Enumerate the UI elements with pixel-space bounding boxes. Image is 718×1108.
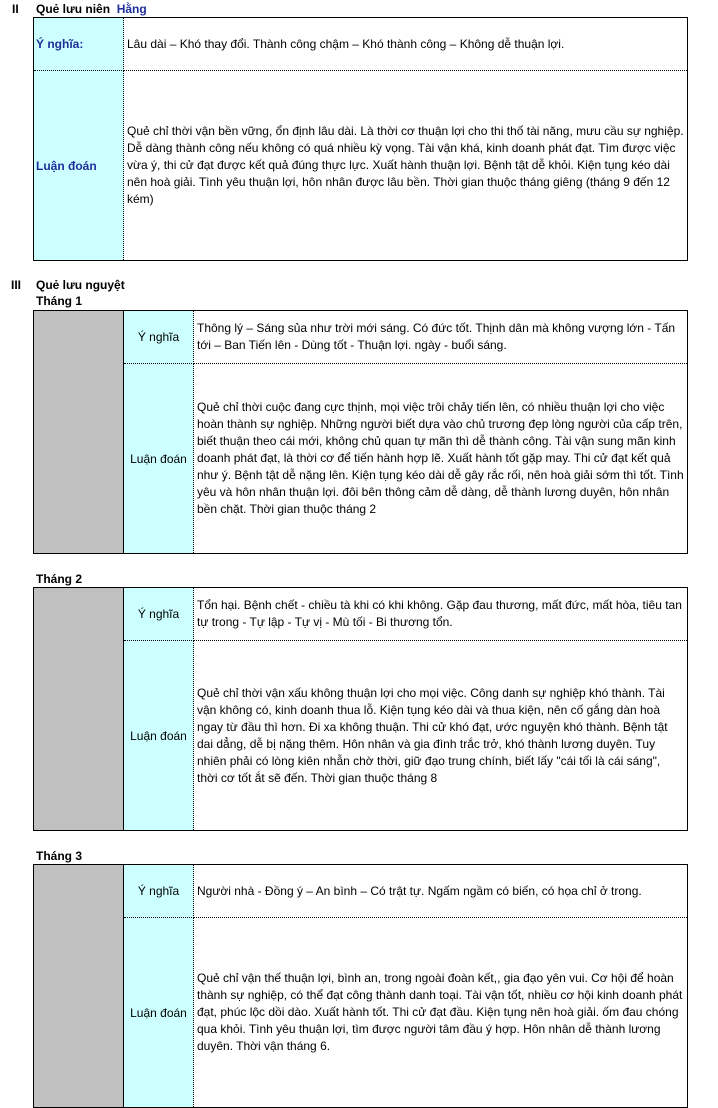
- month-2-title: Tháng 2: [36, 572, 83, 586]
- month-1-forecast-text: Quẻ chỉ thời cuộc đang cực thịnh, mọi việc trôi chảy tiến lên, có nhiều thuận lợi cho việc hoàn thành sự nghiệp. Những người biết dựa vào chủ trương đẹp lòng người của cấp trên, biết thuận theo cái mới, không chủ quan tự mãn thì dễ thành công. Tài vận sung mãn kinh doanh phát đạt, là thời cơ để tiến hành hợp lẽ. Xuất hành tốt gặp may. Thi cử đạt kết quả như ý. Bệnh tật dễ nặng lên. Kiện tụng kéo dài dễ gây rắc rối, nên hoà giải sớm thì tốt. Tình yêu và hôn nhân thuận lợi. đôi bên thông cảm dễ dàng, dễ thành lương duyên, hôn nhân bền chặt. Thời gian thuộc tháng 2: [197, 400, 684, 516]
- month-1-meaning-label: Ý nghĩa: [124, 311, 194, 364]
- section-2-number: II: [12, 2, 19, 16]
- month-1-title: Tháng 1: [36, 294, 83, 308]
- section-2-table: [33, 17, 688, 261]
- month-1-meaning-text: Thông lý – Sáng sủa như trời mới sáng. Có đức tốt. Thịnh dân mà không vượng lớn - Tấn tới – Ban Tiến lên - Dùng tốt - Thuận lợi. ngày - buổi sáng.: [194, 311, 687, 364]
- section-3-number: III: [11, 278, 22, 292]
- month-2-table: [33, 587, 688, 831]
- month-3-meaning-label: Ý nghĩa: [124, 865, 194, 918]
- month-1-table: [33, 310, 688, 554]
- section-2-meaning-label: Ý nghĩa:: [34, 18, 124, 71]
- month-3-table: [33, 864, 688, 1108]
- month-2-forecast-text: Quẻ chỉ thời vận xấu không thuận lợi cho mọi việc. Công danh sự nghiệp khó thành. Tài vận không có, kinh doanh thua lỗ. Kiện tụng kéo dài và thua kiện, nên cố gắng dàn hoà ngay từ đầu thì hơn. Đi xa không thuận. Thi cử khó đạt, ước nguyện khó thành. Bệnh tật dai dẳng, dễ bị nặng thêm. Hôn nhân và gia đình trắc trở, khó thành lương duyên. Tuy nhiên phải có lòng kiên nhẫn chờ thời, giữ đạo trung chính, biết lấy "cái tối là cái sáng", thời cơ tốt ắt sẽ đến. Thời gian thuộc tháng 8: [197, 685, 668, 785]
- section-2-title: [36, 2, 147, 16]
- month-3-title: Tháng 3: [36, 849, 83, 863]
- month-2-meaning-label: Ý nghĩa: [124, 588, 194, 641]
- month-2-forecast-label: Luận đoán: [124, 641, 194, 830]
- section-2-forecast-text: Quẻ chỉ thời vận bền vững, ổn định lâu dài. Là thời cơ thuận lợi cho thi thố tài năng, mưu cầu sự nghiệp. Dễ dàng thành công nếu không có quá nhiều kỳ vọng. Tài vận khá, kinh doanh phát đạt. Tìm được việc vừa ý, thi cử đạt được kết quả đúng thực lực. Xuất hành thuận lợi. Bệnh tật dễ khỏi. Kiện tụng kéo dài nên hoà giải. Tình yêu thuận lợi, hôn nhân được lâu bền. Thời gian thuộc tháng giêng (tháng 9 đến 12 kém): [127, 124, 684, 206]
- month-2-grey-column: [34, 588, 124, 830]
- month-3-forecast-label: Luận đoán: [124, 918, 194, 1107]
- section-2-meaning-text: Lâu dài – Khó thay đổi. Thành công chậm – Khó thành công – Không dễ thuận lợi.: [124, 18, 687, 71]
- section-2-forecast-label: Luận đoán: [34, 71, 124, 260]
- section-2-title-highlight: Hằng: [116, 2, 147, 16]
- section-2-title-text: Quẻ lưu niên: [36, 2, 111, 16]
- month-2-meaning-text: Tổn hại. Bệnh chết - chiều tà khi có khi không. Gặp đau thương, mất đức, mất hòa, tiêu tan tự trong - Tự lập - Tự vị - Mù tối - Bi thương tổn.: [194, 588, 687, 641]
- month-3-forecast-text: Quẻ chỉ vận thế thuận lợi, bình an, trong ngoài đoàn kết,, gia đạo yên vui. Cơ hội để hoàn thành sự nghiệp, có thể đạt công thành danh toại. Tài vận tốt, nhiều cơ hội kinh doanh phát đạt, phúc lộc dồi dào. Xuất hành tốt. Thi cử đạt đầu. Kiện tụng nên hoà giải. ốm đau chóng qua khỏi. Tình yêu thuận lợi, tìm được người tâm đầu ý hợp. Hôn nhân dễ thành lương duyên. Thời vận tháng 6.: [197, 971, 683, 1053]
- month-3-grey-column: [34, 865, 124, 1107]
- month-1-grey-column: [34, 311, 124, 553]
- month-3-meaning-text: Người nhà - Đồng ý – An bình – Có trật tự. Ngấm ngầm có biến, có họa chỉ ở trong.: [194, 865, 687, 918]
- section-3-title: Quẻ lưu nguyệt: [36, 278, 125, 292]
- month-1-forecast-label: Luận đoán: [124, 364, 194, 553]
